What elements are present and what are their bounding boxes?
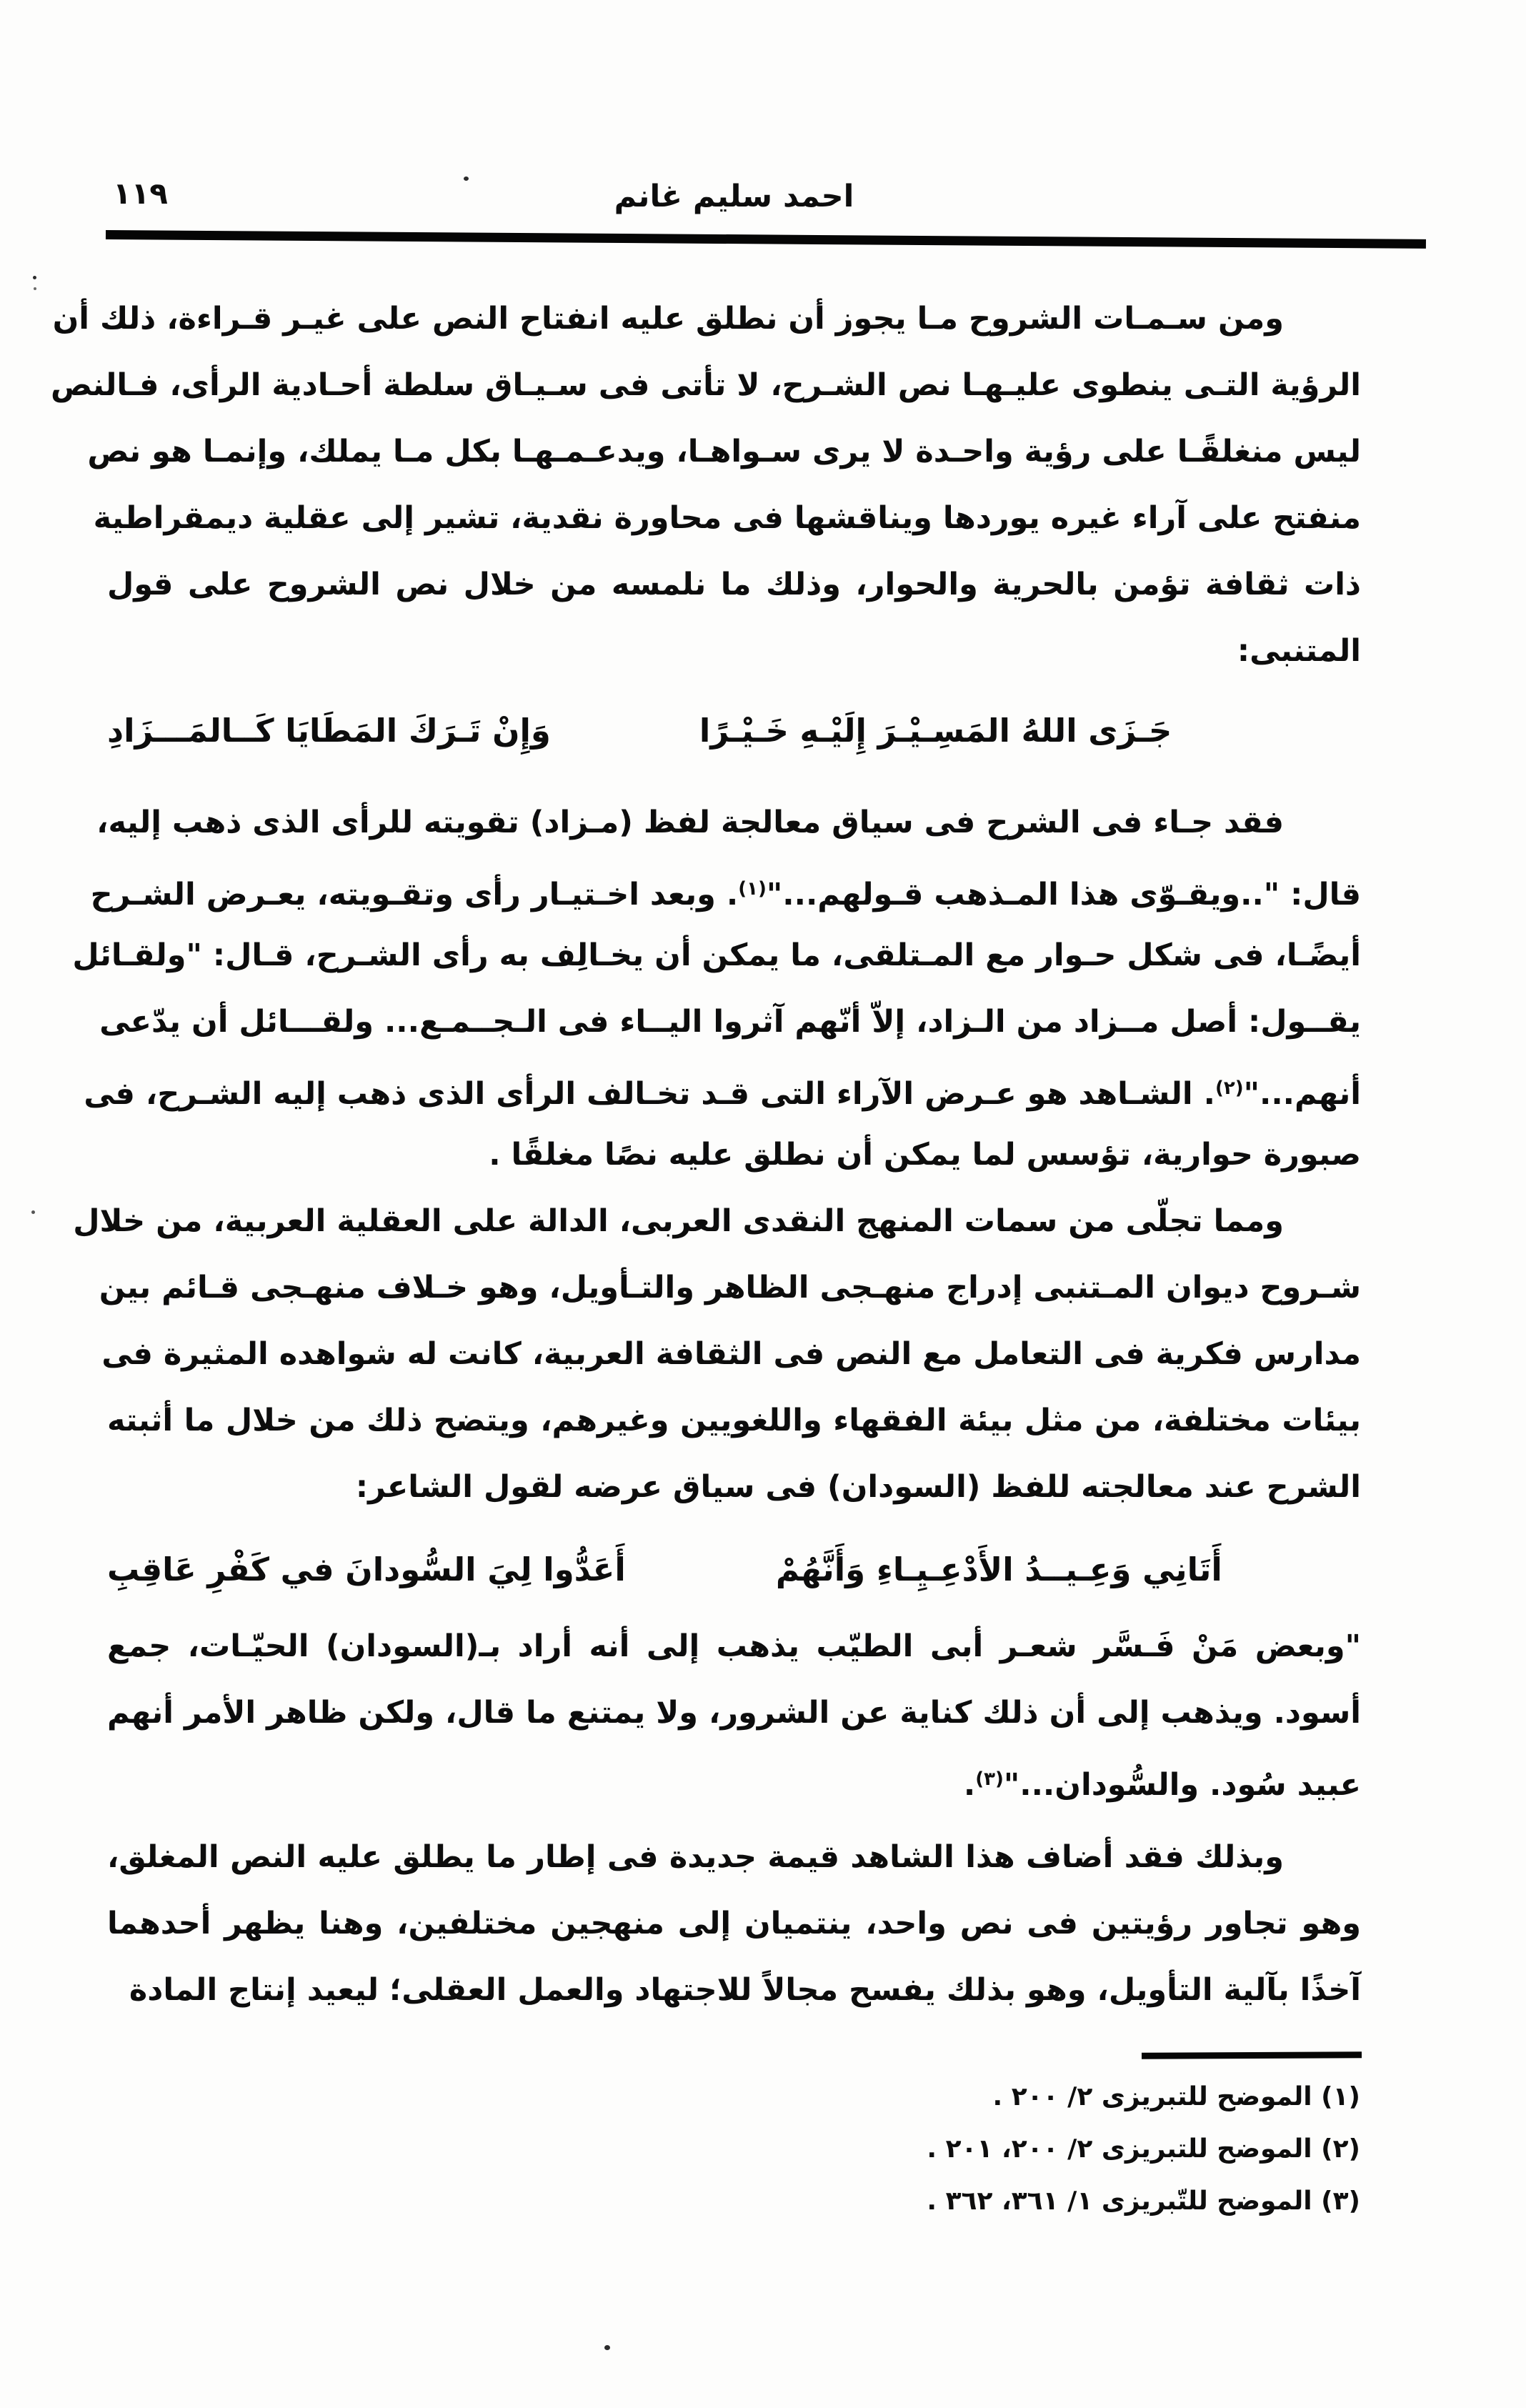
verse-hemistich-right: أَتَانِي وَعِـيــدُ الأَدْعِـيِـاءِ وَأَنَّهُمْ xyxy=(775,1551,1222,1588)
text-run: "وبعض مَنْ فَـسَّر شعـر أبى الطيّب يذهب إلى أنه أراد بـ(السودان) الحيّـات، جمع xyxy=(107,1628,1361,1664)
scan-speck xyxy=(464,176,469,181)
scan-speck xyxy=(33,276,36,279)
text-run: ومما تجلّى من سمات المنهج النقدى العربى، الدالة على العقلية العربية، من خلال xyxy=(73,1203,1284,1239)
footnote-ref: (٢) xyxy=(1215,1078,1244,1099)
text-run: صبورة حوارية، تؤسس لما يمكن أن نطلق عليه نصًا مغلقًا . xyxy=(489,1137,1361,1173)
text-line xyxy=(107,1122,1361,1188)
text-run: . وبعد اخـتيـار رأى وتقـويته، يعـرض الشـرح xyxy=(90,877,739,912)
text-line xyxy=(107,1454,1361,1521)
footnote-ref: (١) xyxy=(738,878,767,900)
text-body xyxy=(50,286,1361,2024)
text-line xyxy=(52,286,1361,352)
verse-line xyxy=(107,1536,1295,1603)
text-run: قال: "..ويقـوّى هذا المـذهب قـولهم..." xyxy=(766,877,1361,912)
text-run: . الشـاهد هو عـرض الآراء التى قـد تخـالف الرأى الذى ذهب إليه الشـرح، فى xyxy=(84,1076,1215,1112)
running-head-author: احمد سليم غانم xyxy=(614,179,854,214)
page-number: ١١٩ xyxy=(113,176,168,211)
paragraph xyxy=(73,1188,1361,1521)
text-run: أنهم..." xyxy=(1243,1076,1361,1112)
text-run: . xyxy=(963,1767,976,1803)
text-line xyxy=(107,1746,1361,1813)
text-line xyxy=(72,922,1361,989)
text-line xyxy=(107,552,1361,618)
text-run: المتنبى: xyxy=(1237,633,1361,669)
footnote-item: (٢) الموضح للتبريزى ٢/ ٢٠٠، ٢٠١ . xyxy=(927,2134,1360,2164)
text-run: أيضًـا، فى شكل حـوار مع المـتلقى، ما يمكن أن يخـالِف به رأى الشـرح، قـال: "ولقـائل xyxy=(72,937,1361,973)
paragraph xyxy=(50,286,1361,685)
text-line xyxy=(50,352,1361,419)
footnote-item: (٣) الموضح للتّبريزى ١/ ٣٦١، ٣٦٢ . xyxy=(927,2186,1360,2216)
text-run: شـروح ديوان المـتنبى إدراج منهـجى الظاهر والتـأويل، وهو خـلاف منهـجى قـائم بين xyxy=(99,1270,1361,1305)
text-run: الرؤية التـى ينطوى عليـهـا نص الشـرح، لا تأتى فى سـيـاق سلطة أحـادية الرأى، فـالنص xyxy=(50,367,1361,403)
text-run: وهو تجاور رؤيتين فى نص واحد، ينتميان إلى منهجين مختلفين، وهنا يظهر أحدهما xyxy=(107,1906,1361,1941)
text-run: آخذًا بآلية التأويل، وهو بذلك يفسح مجالاً للاجتهاد والعمل العقلى؛ ليعيد إنتاج المادة xyxy=(129,1972,1361,2008)
text-run: الشرح عند معالجته للفظ (السودان) فى سياق عرضه لقول الشاعر: xyxy=(355,1469,1361,1505)
text-run: أسود. ويذهب إلى أن ذلك كناية عن الشرور، ولا يمتنع ما قال، ولكن ظاهر الأمر أنهم xyxy=(107,1695,1361,1731)
text-line xyxy=(107,618,1361,685)
paragraph xyxy=(107,1824,1361,2024)
text-line xyxy=(87,419,1361,485)
scan-speck xyxy=(31,1210,35,1214)
text-line xyxy=(107,1613,1361,1680)
text-run: فقد جـاء فى الشرح فى سياق معالجة لفظ (مـزاد) تقويته للرأى الذى ذهب إليه، xyxy=(96,805,1284,840)
scan-speck xyxy=(34,287,36,290)
text-run: يقــول: أصل مــزاد من الـزاد، إلاّ أنّهم آثروا اليــاء فى الـجــمـع... ولقـــائل أن يدّعى xyxy=(99,1004,1361,1040)
footnotes xyxy=(646,2071,1360,2227)
verse-hemistich-left: وَإِنْ تَـرَكَ المَطَايَا كَــالمَـــزَادِ xyxy=(107,712,551,750)
text-line xyxy=(107,1680,1361,1746)
text-run: بيئات مختلفة، من مثل بيئة الفقهاء واللغويين وغيرهم، ويتضح ذلك من خلال ما أثبته xyxy=(107,1403,1361,1438)
paragraph xyxy=(72,790,1361,1188)
verse-hemistich-right: جَـزَى اللهُ المَسِـيْـرَ إِلَيْـهِ خَـيْـرًا xyxy=(699,712,1172,750)
text-run: منفتح على آراء غيره يوردها ويناقشها فى محاورة نقدية، تشير إلى عقلية ديمقراطية xyxy=(93,500,1361,536)
footnote-separator xyxy=(1142,2051,1362,2059)
text-run: ليس منغلقًـا على رؤية واحـدة لا يرى سـواهـا، ويدعـمـهـا بكل مـا يملك، وإنمـا هو نص xyxy=(87,434,1361,469)
footnote-ref: (٣) xyxy=(975,1768,1004,1790)
text-line xyxy=(96,790,1361,856)
text-line xyxy=(73,1188,1361,1255)
text-line xyxy=(90,856,1361,922)
text-run: وبذلك فقد أضاف هذا الشاهد قيمة جديدة فى إطار ما يطلق عليه النص المغلق، xyxy=(107,1839,1284,1875)
scan-speck xyxy=(604,2345,610,2350)
paragraph xyxy=(107,1613,1361,1813)
text-line xyxy=(93,485,1361,552)
text-run: مدارس فكرية فى التعامل مع النص فى الثقافة العربية، كانت له شواهده المثيرة فى xyxy=(101,1336,1361,1372)
text-run: ذات ثقافة تؤمن بالحرية والحوار، وذلك ما نلمسه من خلال نص الشروح على قول xyxy=(107,567,1361,602)
verse-hemistich-left: أَعَدُّوا لِيَ السُّودانَ في كَفْرِ عَاقِبِ xyxy=(107,1551,626,1588)
text-line xyxy=(99,1255,1361,1321)
text-run: عبيد سُود. والسُّودان..." xyxy=(1003,1767,1361,1803)
verse-line xyxy=(107,697,1277,764)
text-line xyxy=(107,1824,1361,1891)
text-line xyxy=(101,1321,1361,1388)
text-line xyxy=(107,1891,1361,1957)
text-line xyxy=(107,1388,1361,1454)
text-line xyxy=(99,989,1361,1055)
footnote-item: (١) الموضح للتبريزى ٢/ ٢٠٠ . xyxy=(992,2082,1360,2111)
header-rule xyxy=(106,230,1426,249)
text-line xyxy=(84,1055,1361,1122)
text-run: ومن سـمـات الشروح مـا يجوز أن نطلق عليه انفتاح النص على غيـر قـراءة، ذلك أن xyxy=(52,301,1284,337)
text-line xyxy=(107,1957,1361,2024)
